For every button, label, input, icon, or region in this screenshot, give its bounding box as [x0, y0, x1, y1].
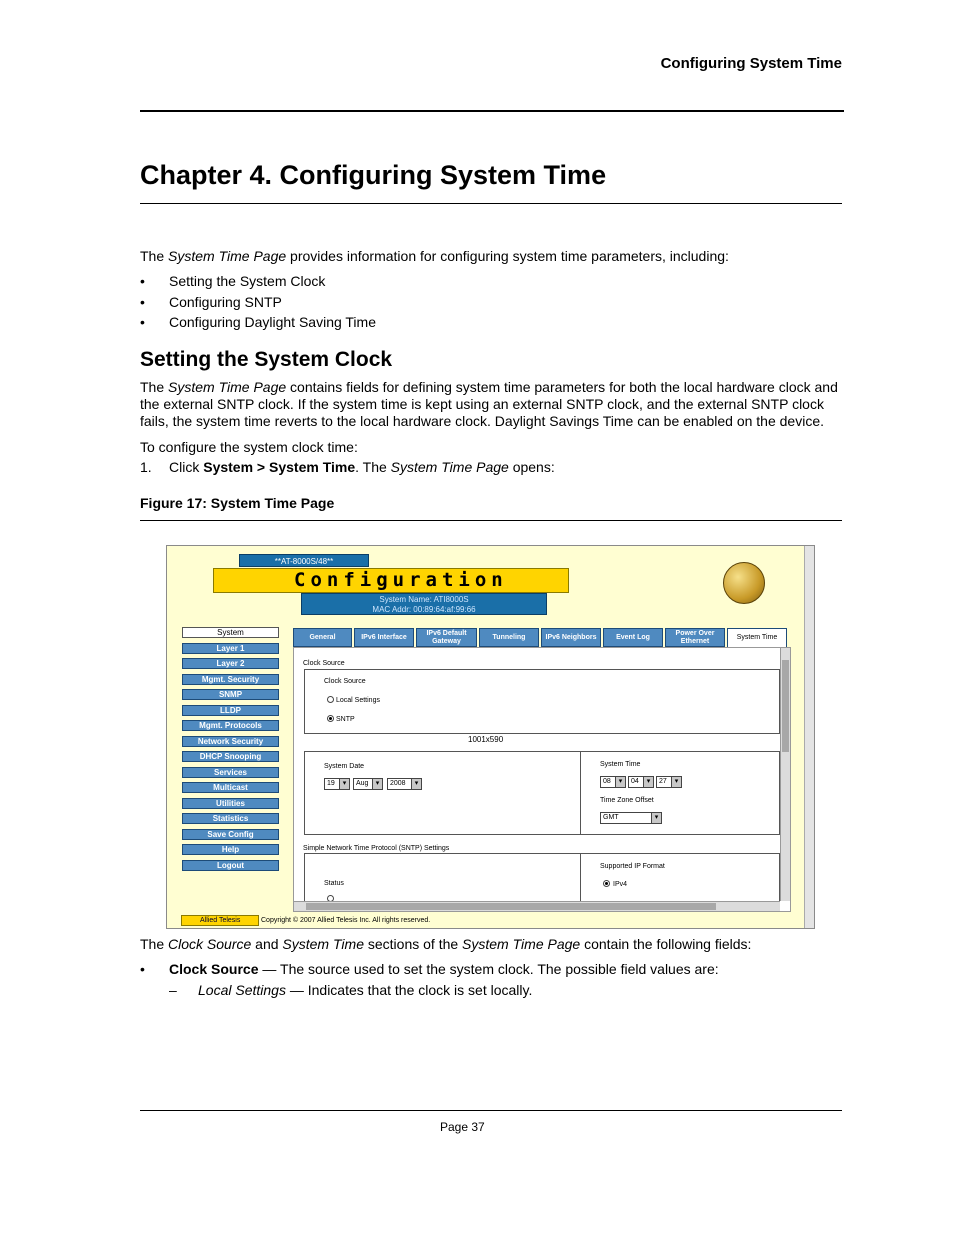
- configure-intro: To configure the system clock time:: [140, 439, 358, 455]
- time-minute-select[interactable]: 04 ▾: [628, 776, 654, 788]
- nav-help[interactable]: Help: [182, 844, 279, 855]
- tab-ipv6-interface[interactable]: IPv6 Interface: [354, 628, 414, 647]
- system-name: System Name: ATI8000S: [379, 595, 469, 604]
- tab-event-log[interactable]: Event Log: [603, 628, 663, 647]
- nav-snmp[interactable]: SNMP: [182, 689, 279, 700]
- time-hour-select[interactable]: 08 ▾: [600, 776, 626, 788]
- date-month-select[interactable]: Aug ▾: [353, 778, 383, 790]
- mac-address: MAC Addr: 00:89:64:af:99:66: [372, 605, 476, 614]
- system-time-label: System Time: [600, 761, 641, 768]
- section-heading: Setting the System Clock: [140, 348, 393, 371]
- tab-tunneling[interactable]: Tunneling: [479, 628, 539, 647]
- nav-layer2[interactable]: Layer 2: [182, 658, 279, 669]
- chapter-title: Chapter 4. Configuring System Time: [140, 160, 607, 190]
- content-panel: [293, 647, 791, 912]
- ipv4-label: IPv4: [613, 881, 628, 888]
- fields-intro: The Clock Source and System Time sections of the System Time Page contain the following fields:: [140, 936, 752, 952]
- content-scroll-thumb[interactable]: [782, 660, 789, 752]
- time-second-select[interactable]: 27 ▾: [656, 776, 682, 788]
- nav-network-security[interactable]: Network Security: [182, 736, 279, 747]
- sntp-box: [304, 853, 780, 903]
- local-settings-label: Local Settings: [336, 697, 380, 704]
- footer-rule: [140, 1110, 842, 1111]
- date-day-select[interactable]: 19 ▾: [324, 778, 350, 790]
- clock-source-label: Clock Source: [324, 678, 366, 685]
- date-year-select[interactable]: 2008 ▾: [387, 778, 422, 790]
- content-hscrollbar[interactable]: [294, 901, 780, 911]
- copyright: Copyright © 2007 Allied Telesis Inc. All rights reserved.: [261, 917, 431, 924]
- intro-paragraph: The System Time Page provides information for configuring system time parameters, including:: [140, 248, 729, 264]
- sntp-section-title: Simple Network Time Protocol (SNTP) Settings: [303, 845, 450, 852]
- ipv4-radio[interactable]: [603, 880, 610, 887]
- sntp-radio[interactable]: [327, 715, 334, 722]
- system-date-label: System Date: [324, 763, 365, 770]
- tz-offset-label: Time Zone Offset: [600, 797, 654, 804]
- nav-logout[interactable]: Logout: [182, 860, 279, 871]
- supported-ip-label: Supported IP Format: [600, 863, 665, 870]
- nav-layer1[interactable]: Layer 1: [182, 643, 279, 654]
- nav-statistics[interactable]: Statistics: [182, 813, 279, 824]
- local-settings-radio[interactable]: [327, 696, 334, 703]
- status-label: Status: [324, 880, 344, 887]
- nav-lldp[interactable]: LLDP: [182, 705, 279, 716]
- allied-telesis-logo: Allied Telesis: [181, 915, 259, 926]
- nav-services[interactable]: Services: [182, 767, 279, 778]
- content-hscroll-thumb[interactable]: [306, 903, 716, 910]
- step-1: 1. Click System > System Time. The System Time Page opens:: [140, 459, 555, 475]
- nav-multicast[interactable]: Multicast: [182, 782, 279, 793]
- figure-caption: Figure 17: System Time Page: [140, 495, 335, 511]
- page-number: Page 37: [440, 1120, 485, 1134]
- device-tag: **AT-8000S/48**: [239, 554, 369, 567]
- nav-save-config[interactable]: Save Config: [182, 829, 279, 840]
- sntp-label: SNTP: [336, 716, 355, 723]
- resolution-label: 1001x590: [468, 735, 504, 744]
- globe-logo-icon: [723, 562, 765, 604]
- tab-ipv6-default-gateway[interactable]: IPv6 Default Gateway: [416, 628, 477, 647]
- clock-source-section-title: Clock Source: [303, 660, 345, 667]
- tab-general[interactable]: General: [293, 628, 352, 647]
- sntp-divider: [580, 854, 581, 904]
- system-info-box: [301, 593, 547, 615]
- page-scrollbar[interactable]: [804, 546, 814, 928]
- section-paragraph: The System Time Page contains fields for defining system time parameters for both the local hardware clock and the external SNTP clock. If the system time is kept using an external SNTP clock, and the external SNTP clock fails, the system time reverts to the local hardware clock. Daylight Savings Time can be enabled on the device.: [140, 379, 838, 429]
- nav-system[interactable]: System: [182, 627, 279, 638]
- footer-bar: [181, 914, 813, 927]
- tab-system-time[interactable]: System Time: [727, 628, 787, 647]
- header-rule: [140, 110, 844, 112]
- nav-utilities[interactable]: Utilities: [182, 798, 279, 809]
- nav-mgmt-protocols[interactable]: Mgmt. Protocols: [182, 720, 279, 731]
- nav-dhcp-snooping[interactable]: DHCP Snooping: [182, 751, 279, 762]
- content-scrollbar[interactable]: [780, 648, 790, 901]
- running-header: Configuring System Time: [660, 55, 842, 72]
- configuration-banner: Configuration: [213, 568, 569, 593]
- tz-offset-select[interactable]: GMT ▾: [600, 812, 662, 824]
- clock-source-box: [304, 669, 780, 734]
- date-time-box: [304, 751, 780, 835]
- tab-ipv6-neighbors[interactable]: IPv6 Neighbors: [541, 628, 601, 647]
- tab-power-over-ethernet[interactable]: Power Over Ethernet: [665, 628, 725, 647]
- figure-rule: [140, 520, 842, 521]
- system-time-screenshot: [166, 545, 815, 929]
- date-time-divider: [580, 752, 581, 834]
- nav-mgmt-security[interactable]: Mgmt. Security: [182, 674, 279, 685]
- chapter-rule: [140, 203, 842, 204]
